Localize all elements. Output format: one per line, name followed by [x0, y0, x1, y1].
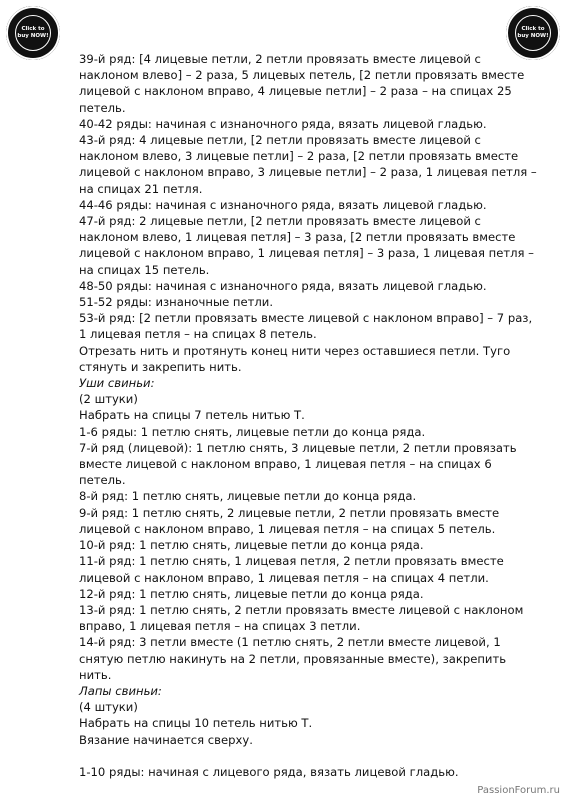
text-paragraph: 44-46 ряды: начиная с изнаночного ряда, вязать лицевой гладью.: [79, 197, 487, 212]
site-watermark: PassionForum.ru: [477, 785, 560, 796]
text-paragraph: 12-й ряд: 1 петлю снять, лицевые петли до конца ряда.: [79, 586, 424, 601]
badge-inner-right: Click to buy NOW!: [515, 15, 551, 51]
section-heading: Лапы свиньи:: [79, 683, 162, 698]
blank-line: [79, 748, 539, 764]
text-paragraph: Набрать на спицы 7 петель нитью Т.: [79, 408, 305, 423]
text-paragraph: 53-й ряд: [2 петли провязать вместе лицевой с наклоном вправо] – 7 раз, 1 лицевая петля – на спицах 8 петель.: [79, 311, 533, 342]
text-paragraph: 9-й ряд: 1 петлю снять, 2 лицевые петли, 2 петли провязать вместе лицевой с наклоном вправо, 1 лицевая петля – на спицах 5 петель.: [79, 505, 500, 536]
text-paragraph: 43-й ряд: 4 лицевые петли, [2 петли провязать вместе лицевой с наклоном влево, 3 лицевые петли] – 2 раза, [2 петли провязать вместе лицевой с наклоном вправо, 3 лицевые петли] – 2 раза, 1 лицевая петля – на спицах 21 петля.: [79, 133, 537, 196]
text-paragraph: Набрать на спицы 10 петель нитью Т.: [79, 716, 313, 731]
text-paragraph: 40-42 ряды: начиная с изнаночного ряда, вязать лицевой гладью.: [79, 116, 487, 131]
text-paragraph: 13-й ряд: 1 петлю снять, 2 петли провязать вместе лицевой с наклоном вправо, 1 лицевая петля – на спицах 3 петли.: [79, 602, 524, 634]
text-paragraph: Вязание начинается сверху.: [79, 732, 253, 747]
text-paragraph: 10-й ряд: 1 петлю снять, лицевые петли до конца ряда.: [79, 538, 424, 553]
text-paragraph: 48-50 ряды: начиная с изнаночного ряда, вязать лицевой гладью.: [79, 278, 487, 293]
document-text: [79, 51, 539, 780]
text-paragraph: 14-й ряд: 3 петли вместе (1 петлю снять, 2 петли вместе лицевой, 1 снятую петлю накинуть на 2 петли, провязанные вместе), закрепить нить.: [79, 635, 507, 682]
pdf-xchange-badge-left[interactable]: [6, 6, 60, 60]
text-paragraph: (2 штуки): [79, 392, 138, 407]
text-paragraph: 1-6 ряды: 1 петлю снять, лицевые петли до конца ряда.: [79, 424, 426, 439]
text-paragraph: 39-й ряд: [4 лицевые петли, 2 петли провязать вместе лицевой с наклоном влево] – 2 раза, 5 лицевых петель, [2 петли провязать вместе лицевой с наклоном вправо, 4 лицевые петли] – 2 раза – на спицах 25 петель.: [79, 52, 525, 115]
text-paragraph: 11-й ряд: 1 петлю снять, 1 лицевая петля, 2 петли провязать вместе лицевой с наклоном вправо, 1 лицевая петля – на спицах 4 петли.: [79, 554, 504, 585]
section-heading: Уши свиньи:: [79, 376, 155, 391]
text-paragraph: 7-й ряд (лицевой): 1 петлю снять, 3 лицевые петли, 2 петли провязать вместе лицевой с наклоном вправо, 1 лицевая петля – на спицах 6 петель.: [79, 440, 517, 488]
text-paragraph: 47-й ряд: 2 лицевые петли, [2 петли провязать вместе лицевой с наклоном влево, 1 лицевая петля] – 3 раза, [2 петли провязать вместе лицевой с наклоном вправо, 1 лицевая петля] – 3 раза, 1 лицевая петля – на спицах 15 петель.: [79, 214, 534, 277]
text-paragraph: 51-52 ряды: изнаночные петли.: [79, 295, 274, 310]
text-paragraph: 8-й ряд: 1 петлю снять, лицевые петли до конца ряда.: [79, 489, 417, 504]
badge-inner-left: Click to buy NOW!: [15, 15, 51, 51]
text-paragraph: 1-10 ряды: начиная с лицевого ряда, вязать лицевой гладью.: [79, 764, 459, 779]
text-paragraph: Отрезать нить и протянуть конец нити через оставшиеся петли. Туго стянуть и закрепить нить.: [79, 343, 511, 374]
text-paragraph: (4 штуки): [79, 700, 138, 715]
